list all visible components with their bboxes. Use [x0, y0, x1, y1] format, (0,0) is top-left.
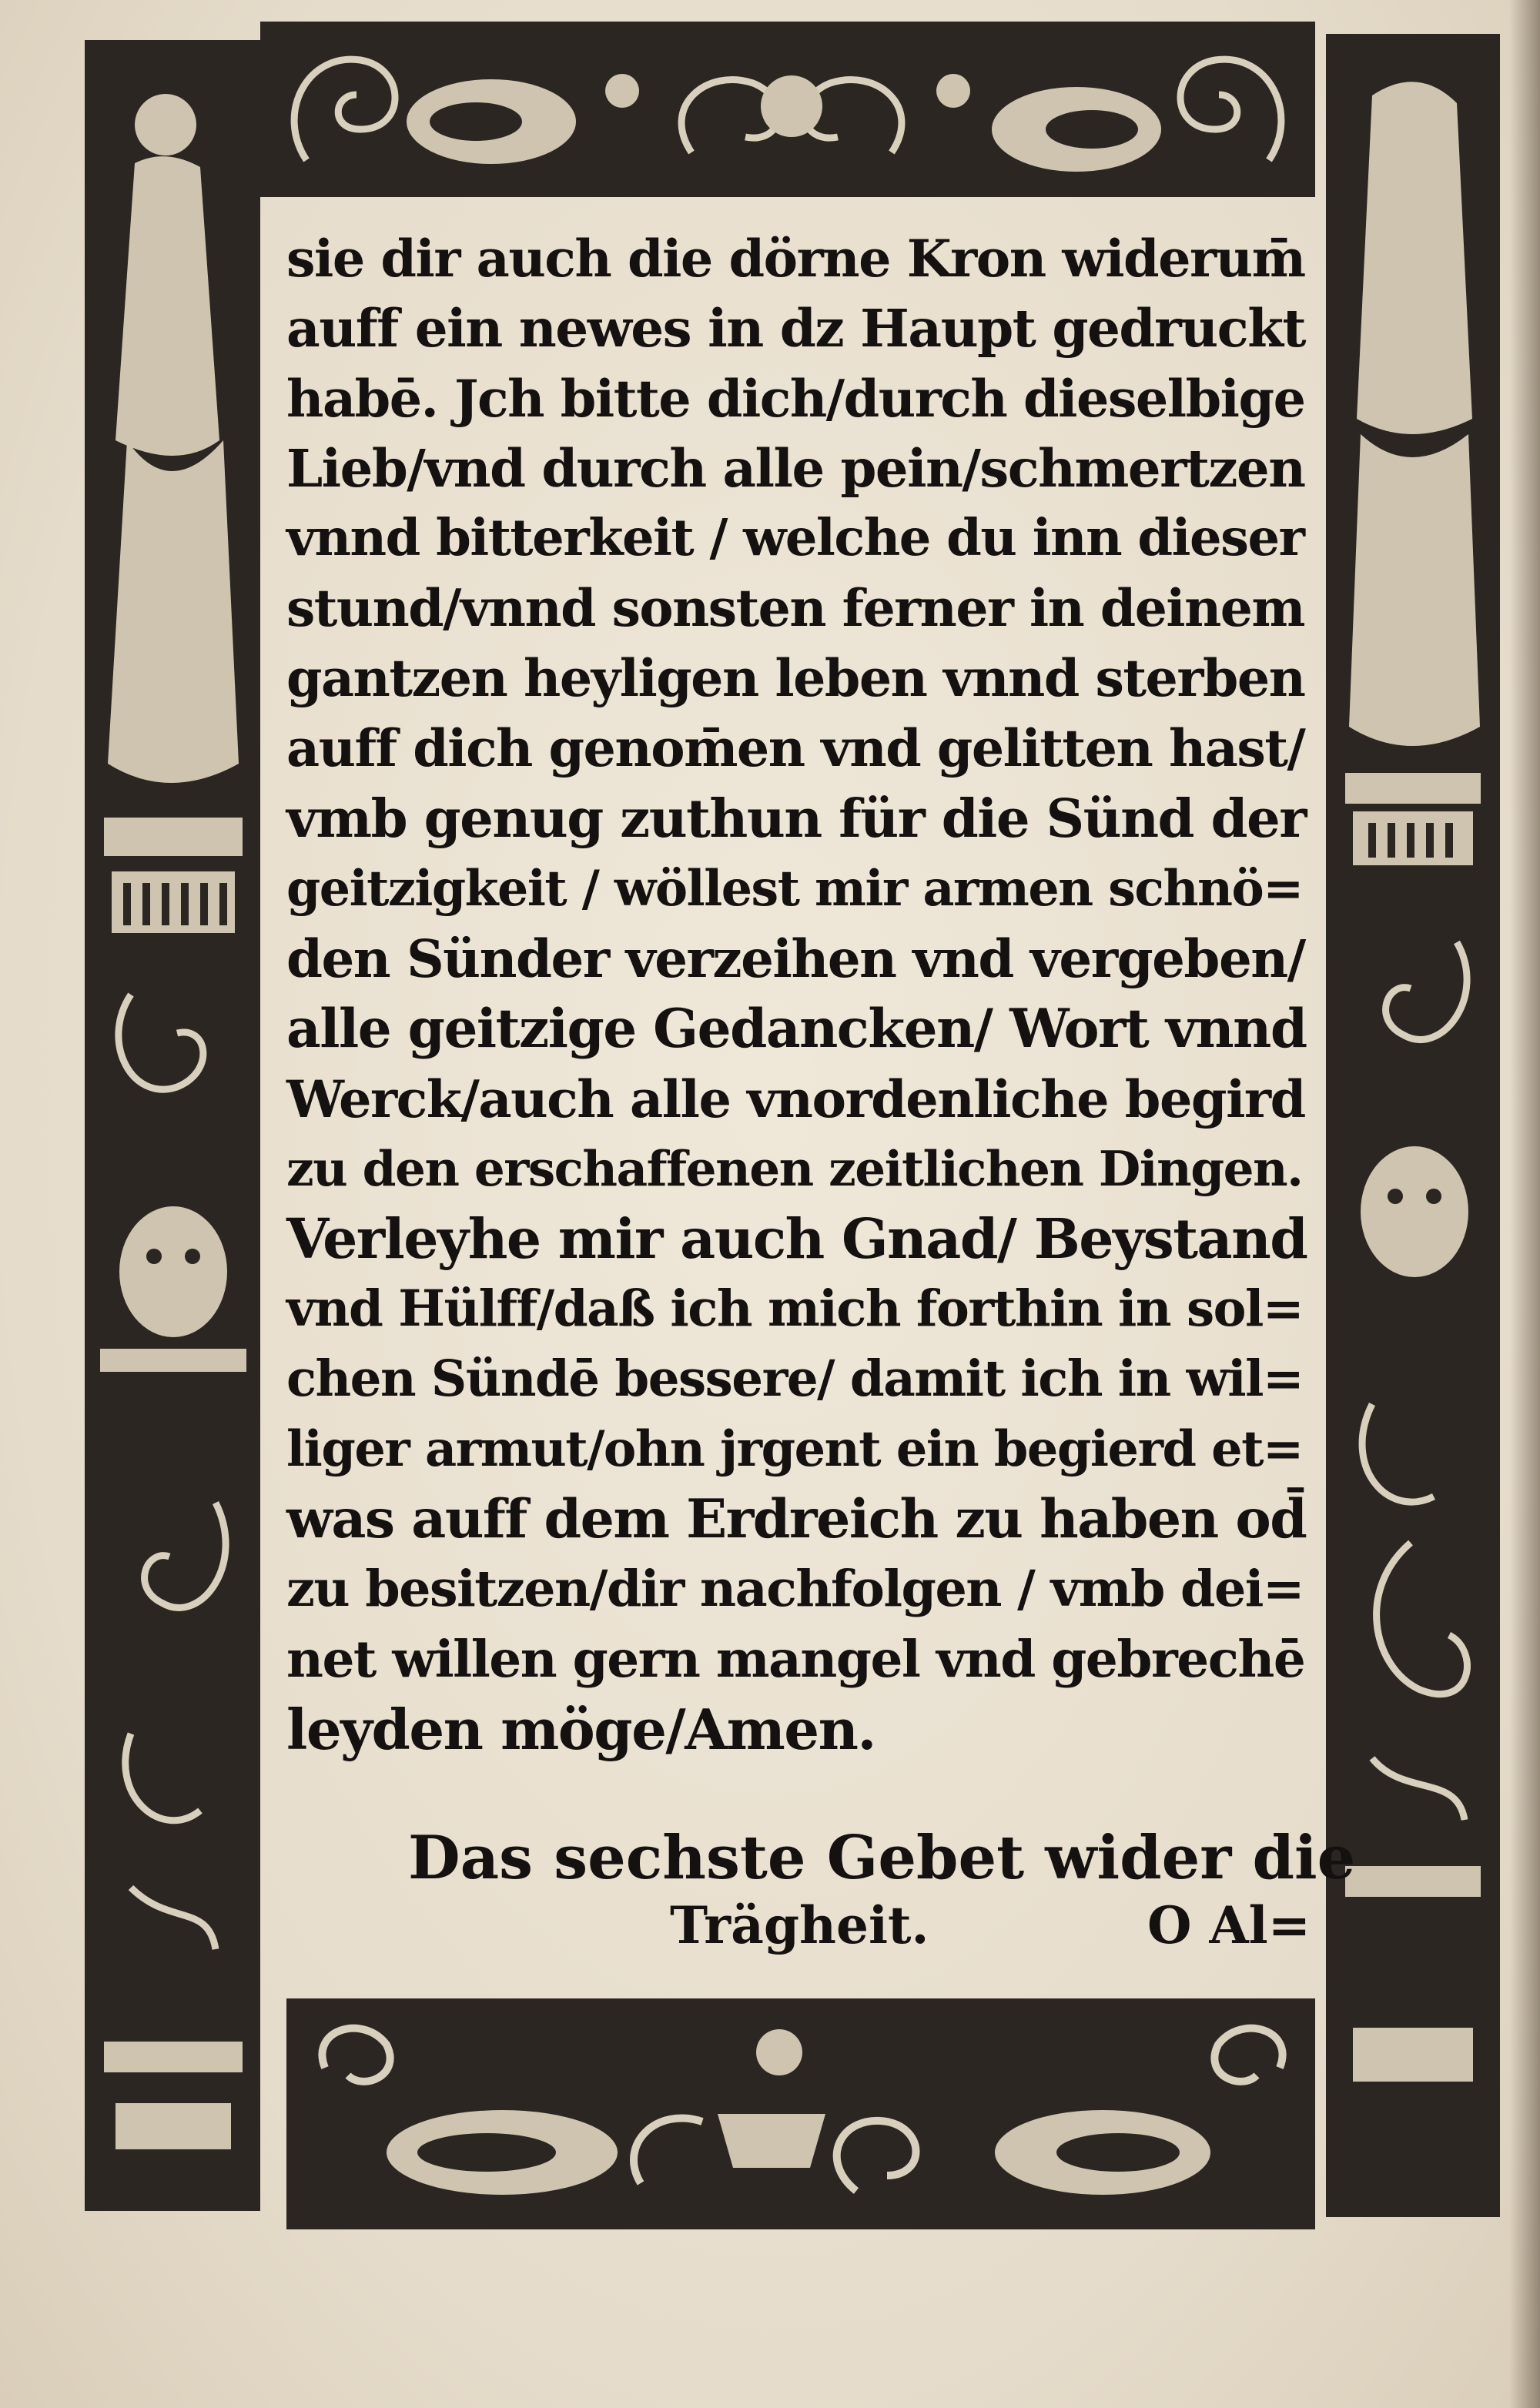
left-woodcut-border — [85, 40, 260, 2211]
text-line: was auff dem Erdreich zu haben od̄ — [286, 1488, 1307, 1550]
text-line: sie dir auch die dörne Kron widerum̄ — [286, 228, 1305, 289]
text-line: habē. Jch bitte dich/durch dieselbige — [286, 368, 1305, 429]
text-line: alle geitzige Gedancken/ Wort vnnd — [286, 998, 1307, 1060]
text-line: Werck/auch alle vnordenliche begird — [286, 1069, 1305, 1129]
text-line: Verleyhe mir auch Gnad/ Beystand — [286, 1206, 1307, 1271]
text-line: auff ein newes in dz Haupt gedruckt — [286, 298, 1306, 359]
text-line: chen Sündē bessere/ damit ich in wil= — [286, 1350, 1304, 1408]
text-line: auff dich genom̄en vnd gelitten hast/ — [286, 718, 1305, 778]
page-edge-shadow — [1509, 0, 1540, 2408]
text-line: liger armut/ohn jrgent ein begierd et= — [286, 1420, 1303, 1478]
section-heading-line2: Trägheit. — [670, 1895, 929, 1955]
text-line: leyden möge/Amen. — [286, 1697, 875, 1762]
catchword: O Al= — [1147, 1895, 1311, 1955]
text-line: den Sünder verzeihen vnd vergeben/ — [286, 928, 1305, 989]
top-woodcut-border — [260, 22, 1315, 197]
bottom-woodcut-border — [286, 1998, 1315, 2229]
text-line: zu besitzen/dir nachfolgen / vmb dei= — [286, 1560, 1304, 1618]
text-line: zu den erschaffenen zeitlichen Dingen. — [286, 1140, 1303, 1197]
text-line: vnd Hülff/daß ich mich forthin in sol= — [286, 1280, 1304, 1338]
prayer-text-block — [286, 223, 1318, 1986]
text-line: net willen gern mangel vnd gebrechē — [286, 1629, 1305, 1689]
text-line: Lieb/vnd durch alle pein/schmertzen — [286, 438, 1305, 499]
section-heading: Das sechste Gebet wider die — [408, 1823, 1356, 1893]
text-line: stund/vnnd sonsten ferner in deinem — [286, 578, 1305, 638]
text-line: vnnd bitterkeit / welche du inn dieser — [286, 509, 1304, 567]
text-line: vmb genug zuthun für die Sünd der — [286, 788, 1306, 850]
text-line: geitzigkeit / wöllest mir armen schnö= — [286, 860, 1303, 917]
text-line: gantzen heyligen leben vnnd sterben — [286, 648, 1305, 708]
